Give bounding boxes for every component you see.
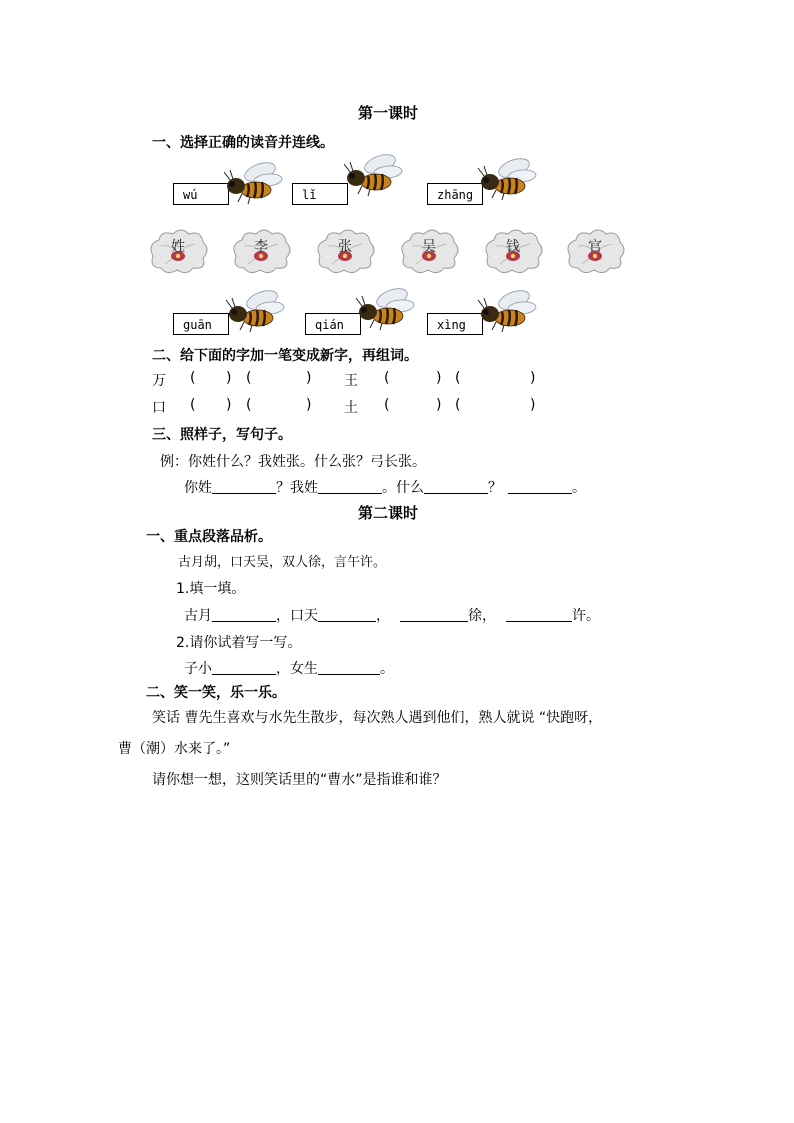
joke-line-1: 笑话 曹先生喜欢与水先生散步，每次熟人遇到他们，熟人就说 “快跑呀， (152, 710, 603, 726)
paren-close: ) (530, 370, 536, 386)
paren-open: ( (384, 397, 390, 413)
section1-heading: 一、选择正确的读音并连线。 (152, 135, 334, 151)
pinyin-box-xing: xìng (427, 313, 483, 335)
flower-char: 钱 (506, 239, 520, 255)
joke-question: 请你想一想，这则笑话里的“曹水”是指谁和谁？ (152, 772, 447, 788)
fill-part: 。什么 (382, 480, 424, 496)
flower-char: 官 (588, 239, 602, 255)
paren-close: ) (436, 397, 442, 413)
fill-part: ？ (488, 480, 502, 496)
paren-close: ) (306, 397, 312, 413)
paren-open: ( (190, 397, 196, 413)
paren-close: ) (226, 370, 232, 386)
answer-blank[interactable] (212, 479, 276, 494)
pinyin-box-wu: wú (173, 183, 229, 205)
example-sentence: 例：你姓什么？我姓张。什么张？弓长张。 (160, 454, 426, 470)
fill-part: ， (376, 608, 390, 624)
fill-part: ，女生 (276, 661, 318, 677)
answer-blank[interactable] (212, 607, 276, 622)
paren-close: ) (436, 370, 442, 386)
lesson2-section2-heading: 二、笑一笑，乐一乐。 (146, 685, 286, 701)
fill-part: 。 (380, 661, 394, 677)
paren-open: ( (246, 397, 252, 413)
flower-char: 吴 (422, 239, 436, 255)
flower-char: 李 (254, 239, 268, 255)
fill-part: 你姓 (184, 480, 212, 496)
answer-blank[interactable] (424, 479, 488, 494)
flower-wu (398, 226, 460, 274)
fill-part: 古月 (184, 608, 212, 624)
q1-label: 1.填一填。 (176, 581, 246, 597)
pinyin-box-qian: qián (305, 313, 361, 335)
section3-heading: 三、照样子，写句子。 (152, 427, 292, 443)
bee-icon (340, 152, 404, 198)
paren-open: ( (384, 370, 390, 386)
answer-blank[interactable] (400, 607, 468, 622)
fill-part: 许。 (572, 608, 600, 624)
q2-fill (184, 658, 394, 678)
lesson2-section1-heading: 一、重点段落品析。 (146, 529, 272, 545)
flower-xing (147, 226, 209, 274)
flower-li (230, 226, 292, 274)
pinyin-box-guan: guān (173, 313, 229, 335)
char-tu: 土 (344, 400, 358, 416)
answer-blank[interactable] (506, 607, 572, 622)
answer-blank[interactable] (318, 607, 376, 622)
flower-guan (564, 226, 626, 274)
passage-text: 古月胡，口天吴，双人徐，言午许。 (178, 555, 387, 570)
answer-blank[interactable] (318, 660, 380, 675)
char-kou: 口 (152, 400, 166, 416)
fill-part: ？我姓 (276, 480, 318, 496)
paren-close: ) (226, 397, 232, 413)
bee-icon (352, 286, 416, 332)
paren-open: ( (455, 370, 461, 386)
q1-fill (184, 605, 600, 625)
paren-close: ) (306, 370, 312, 386)
bee-icon (222, 288, 286, 334)
paren-close: ) (530, 397, 536, 413)
section2-heading: 二、给下面的字加一笔变成新字，再组词。 (152, 348, 418, 364)
flower-char: 张 (338, 239, 352, 255)
pinyin-box-zhang: zhāng (427, 183, 483, 205)
lesson2-title: 第二课时 (358, 504, 419, 522)
lesson1-title: 第一课时 (358, 104, 419, 122)
answer-blank[interactable] (318, 479, 382, 494)
char-wang: 王 (344, 373, 358, 389)
fill-part: ，口天 (276, 608, 318, 624)
bee-icon (474, 288, 538, 334)
fill-part: 。 (572, 480, 586, 496)
fill-part: 子小 (184, 661, 212, 677)
bee-icon (474, 156, 538, 202)
pinyin-box-li: lǐ (292, 183, 348, 205)
fill-part: 徐， (468, 608, 496, 624)
fill-sentence (184, 477, 586, 497)
q2-label: 2.请你试着写一写。 (176, 635, 302, 651)
answer-blank[interactable] (508, 479, 572, 494)
flower-zhang (314, 226, 376, 274)
answer-blank[interactable] (212, 660, 276, 675)
joke-line-2: 曹（潮）水来了。” (118, 741, 231, 757)
char-wan: 万 (152, 373, 166, 389)
paren-open: ( (455, 397, 461, 413)
bee-icon (220, 160, 284, 206)
flower-char: 姓 (171, 239, 185, 255)
paren-open: ( (246, 370, 252, 386)
flower-qian (482, 226, 544, 274)
paren-open: ( (190, 370, 196, 386)
